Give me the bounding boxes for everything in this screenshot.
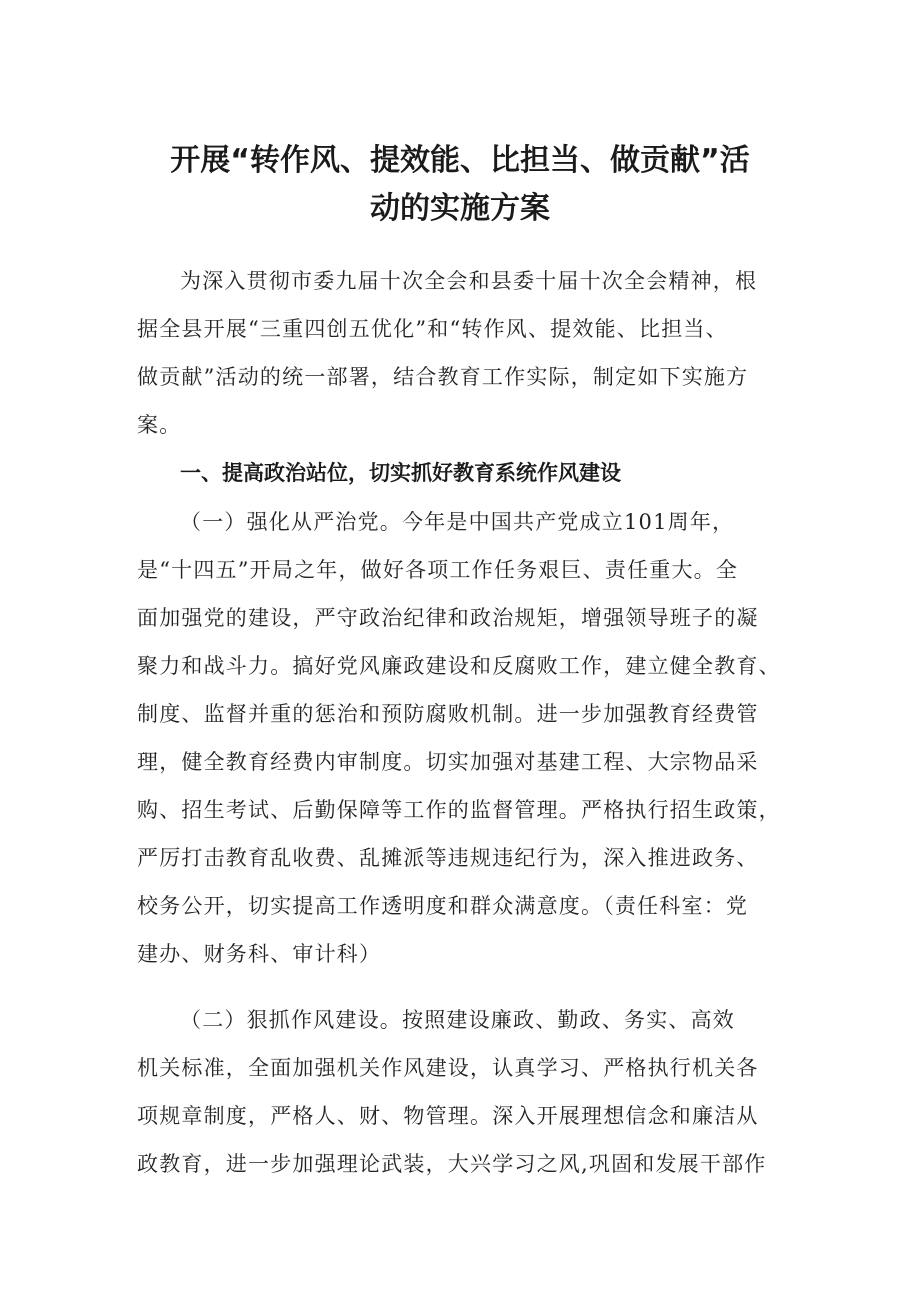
item-1-paragraph-line: （一）强化从严治党。今年是中国共产党成立101周年，: [180, 510, 735, 534]
item-1-paragraph-line: 购、招生考试、后勤保障等工作的监督管理。严格执行招生政策，: [137, 798, 781, 822]
intro-paragraph-line: 做贡献”活动的统一部署，结合教育工作实际，制定如下实施方: [137, 365, 749, 389]
item-1-paragraph-line: 严厉打击教育乱收费、乱摊派等违规违纪行为，深入推进政务、: [137, 846, 759, 870]
item-1-paragraph-line: 制度、监督并重的惩治和预防腐败机制。进一步加强教育经费管: [137, 702, 759, 726]
item-2-paragraph-line: 机关标准，全面加强机关作风建设，认真学习、严格执行机关各: [137, 1056, 759, 1080]
item-1-paragraph-line: 校务公开，切实提高工作透明度和群众满意度。（责任科室：党: [137, 894, 749, 918]
intro-paragraph-line: 为深入贯彻市委九届十次全会和县委十届十次全会精神，根: [180, 269, 758, 293]
item-1-paragraph-line: 面加强党的建设，严守政治纪律和政治规矩，增强领导班子的凝: [137, 606, 759, 630]
item-1-paragraph-line: 聚力和战斗力。搞好党风廉政建设和反腐败工作，建立健全教育、: [137, 654, 781, 678]
item-2-paragraph-line: 政教育，进一步加强理论武装，大兴学习之风,巩固和发展干部作: [137, 1152, 767, 1176]
item-2-paragraph-line: （二）狠抓作风建设。按照建设廉政、勤政、务实、高效: [180, 1008, 735, 1032]
item-1-paragraph-line: 是“十四五”开局之年，做好各项工作任务艰巨、责任重大。全: [137, 558, 739, 582]
item-1-paragraph-line: 理，健全教育经费内审制度。切实加强对基建工程、大宗物品采: [137, 750, 759, 774]
document-title-line-2: 动的实施方案: [370, 191, 550, 226]
section-heading: 一、提高政治站位，切实抓好教育系统作风建设: [180, 461, 621, 485]
document-title-line-1: 开展“转作风、提效能、比担当、做贡献”活: [170, 143, 750, 178]
intro-paragraph-line: 据全县开展“三重四创五优化”和“转作风、提效能、比担当、: [137, 317, 728, 341]
intro-paragraph-line: 案。: [137, 413, 182, 437]
item-2-paragraph-line: 项规章制度，严格人、财、物管理。深入开展理想信念和廉洁从: [137, 1104, 759, 1128]
item-1-paragraph-line: 建办、财务科、审计科）: [137, 942, 382, 966]
